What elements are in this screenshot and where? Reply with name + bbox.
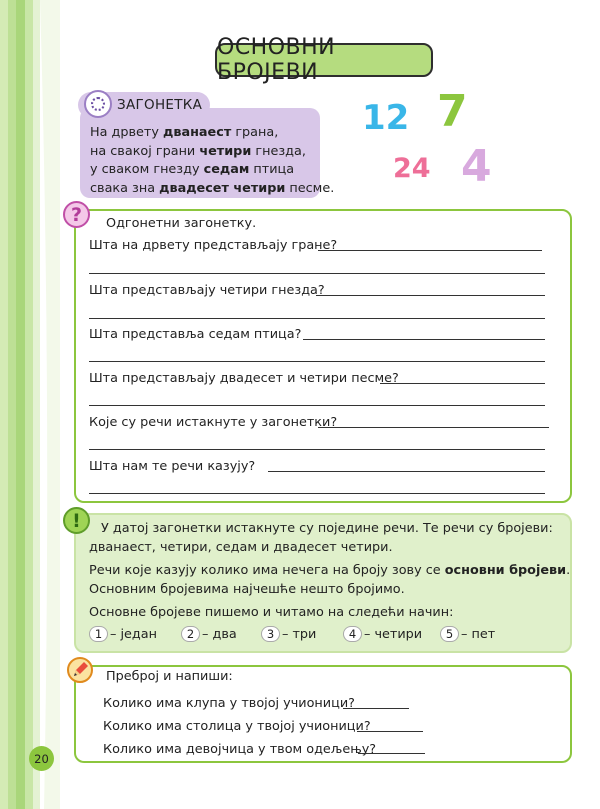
riddle-icon <box>84 90 112 118</box>
number-pill-1: 1 <box>89 626 108 642</box>
question-5: Које су речи истакнуте у загонетки? <box>89 415 338 430</box>
number-word-2: – два <box>202 627 237 642</box>
riddle-label: ЗАГОНЕТКА <box>117 97 203 113</box>
question-2: Шта представљају четири гнезда? <box>89 283 325 298</box>
question-3: Шта представља седам птица? <box>89 327 302 342</box>
count-question-1: Колико има клупа у твојој учионици? <box>103 696 355 711</box>
number-word-5: – пет <box>461 627 496 642</box>
info-line-3: Речи које казују колико има нечега на броју зову се основни бројеви. <box>89 563 571 578</box>
decor-number-4: 4 <box>461 141 492 192</box>
riddle-line: на свакој грани четири гнезда, <box>90 143 306 159</box>
answer-line-4a[interactable] <box>380 383 545 384</box>
decor-number-12: 12 <box>362 98 410 138</box>
exercise1-instruction: Одгонетни загонетку. <box>106 216 257 231</box>
info-line-5: Основне бројеве пишемо и читамо на следећи начин: <box>89 605 454 620</box>
answer-line-6b[interactable] <box>89 493 545 494</box>
riddle-line: у сваком гнезду седам птица <box>90 162 295 177</box>
page-title: ОСНОВНИ БРОЈЕВИ <box>215 43 433 77</box>
number-word-4: – четири <box>364 627 423 642</box>
decorative-side-stripes <box>0 0 60 809</box>
answer-line-2b[interactable] <box>89 318 545 319</box>
number-pill-5: 5 <box>440 626 459 642</box>
count-answer-line-2[interactable] <box>357 731 423 732</box>
answer-line-2a[interactable] <box>316 295 545 296</box>
answer-line-3a[interactable] <box>303 339 545 340</box>
pencil-icon <box>66 656 94 684</box>
number-pill-3: 3 <box>261 626 280 642</box>
count-answer-line-3[interactable] <box>358 753 425 754</box>
answer-line-1b[interactable] <box>89 273 545 274</box>
question-1: Шта на дрвету представљају гране? <box>89 238 338 253</box>
count-question-3: Колико има девојчица у твом одељењу? <box>103 742 377 757</box>
page-number: 20 <box>29 746 54 771</box>
number-word-3: – три <box>282 627 317 642</box>
answer-line-3b[interactable] <box>89 361 545 362</box>
number-word-1: – један <box>110 627 157 642</box>
number-pill-4: 4 <box>343 626 362 642</box>
answer-line-4b[interactable] <box>89 405 545 406</box>
answer-line-5b[interactable] <box>89 449 545 450</box>
exercise2-instruction: Преброј и напиши: <box>106 669 233 684</box>
decor-number-7: 7 <box>437 86 468 137</box>
question-4: Шта представљају двадесет и четири песме? <box>89 371 399 386</box>
count-question-2: Колико има столица у твојој учионици? <box>103 719 371 734</box>
decor-number-24: 24 <box>393 153 431 184</box>
info-line-1: У датој загонетки истакнуте су поједине речи. Те речи су бројеви: <box>101 521 553 536</box>
exclamation-icon: ! <box>63 507 90 534</box>
question-6: Шта нам те речи казују? <box>89 459 256 474</box>
riddle-text <box>90 124 334 198</box>
count-answer-line-1[interactable] <box>343 708 409 709</box>
answer-line-5a[interactable] <box>318 427 549 428</box>
riddle-line: свака зна двадесет четири песме. <box>90 180 335 196</box>
answer-line-1a[interactable] <box>318 250 542 251</box>
number-pill-2: 2 <box>181 626 200 642</box>
info-line-2: дванаест, четири, седам и двадесет четири. <box>89 540 393 555</box>
question-mark-icon: ? <box>63 201 90 228</box>
info-line-4: Основним бројевима најчешће нешто бројимо. <box>89 582 405 597</box>
riddle-line: На дрвету дванаест грана, <box>90 125 279 140</box>
answer-line-6a[interactable] <box>268 471 545 472</box>
